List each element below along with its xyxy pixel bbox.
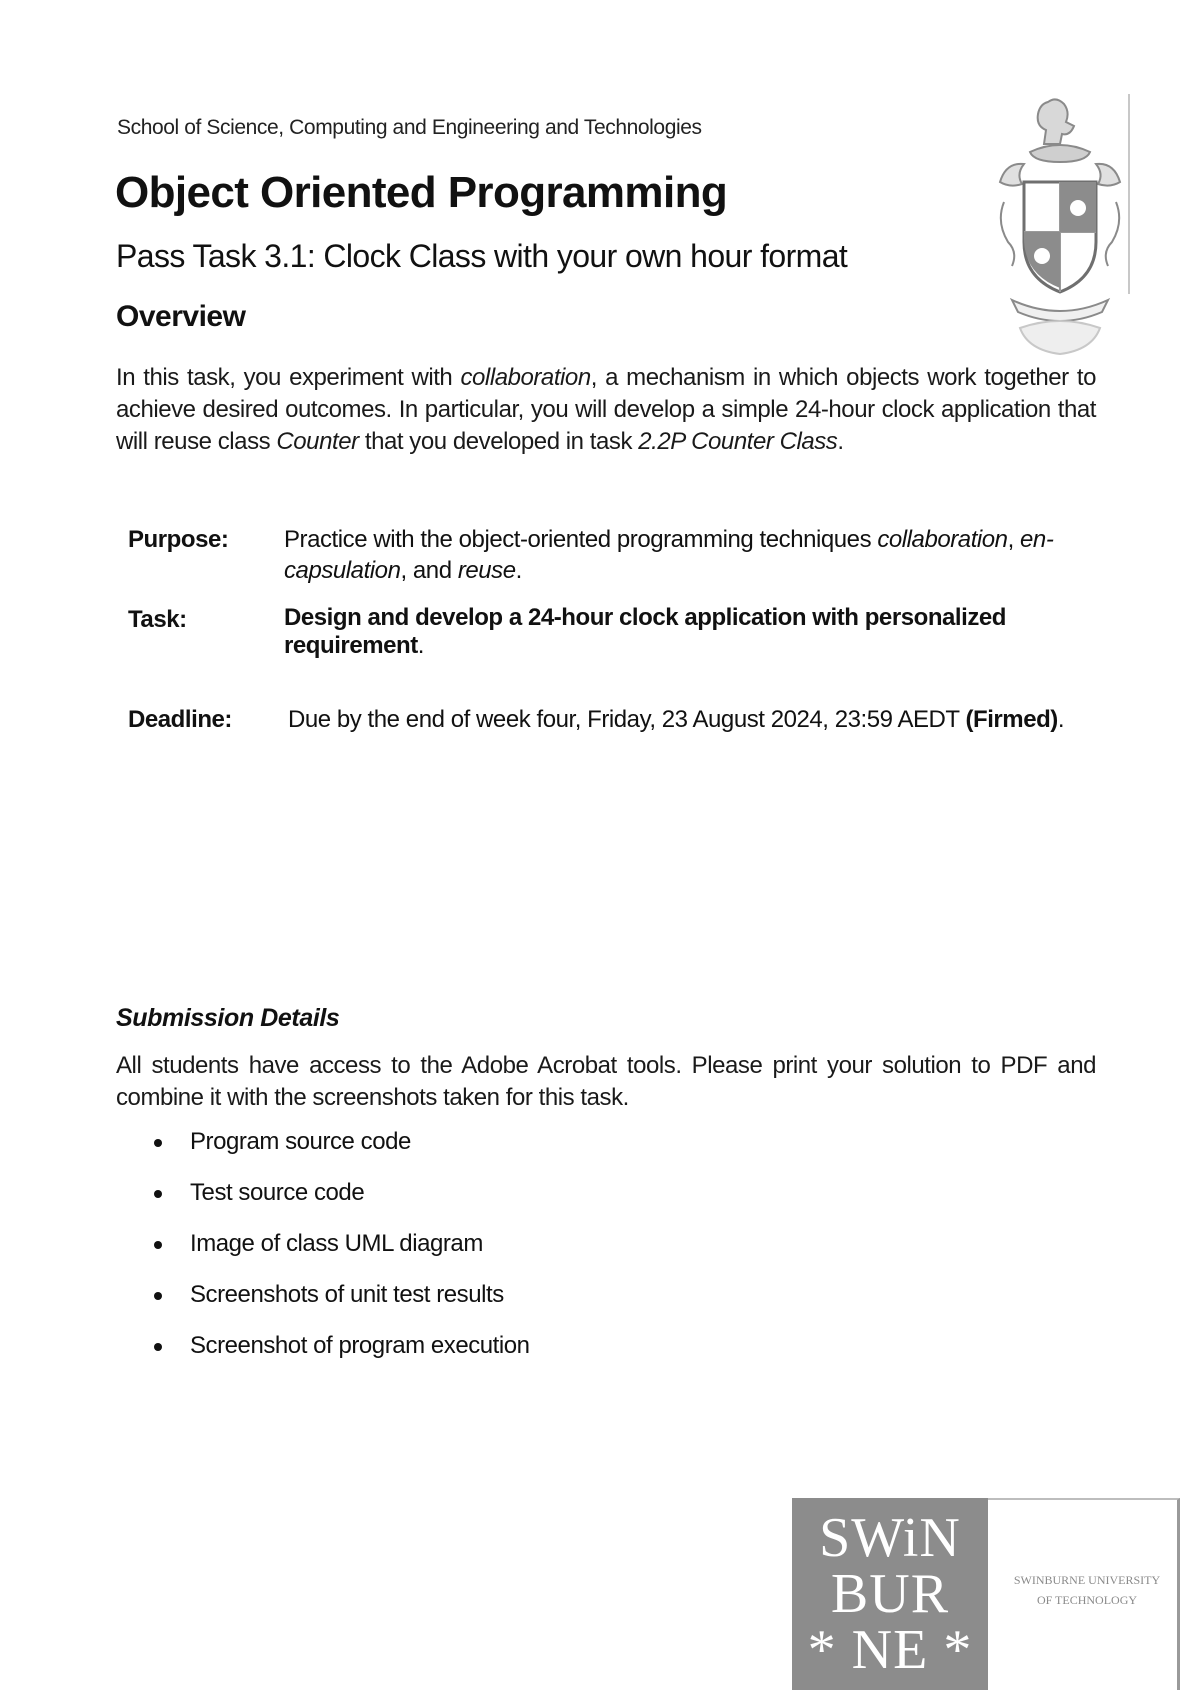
swinburne-logo [792,1498,1182,1690]
purpose-label: Purpose: [128,526,229,553]
bullet-icon [154,1292,162,1300]
logo-word-2: BUR [830,1563,950,1625]
school-name: School of Science, Computing and Engineering and Technologies [117,116,702,139]
task-value: Design and develop a 24-hour clock application with personalized requirement. [284,604,1007,659]
bullet-icon [154,1190,162,1198]
task-title: Pass Task 3.1: Clock Class with your own hour format [116,238,848,274]
deadline-value: Due by the end of week four, Friday, 23 August 2024, 23:59 AEDT (Firmed). [288,706,1065,733]
list-item: Image of class UML diagram [150,1230,530,1281]
task-label: Task: [128,606,187,633]
overview-paragraph: In this task, you experiment with collaboration, a mechanism in which objects work together to achieve desired outcomes. In particular, you will develop a simple 24-hour clock application that will reuse class Counter that you developed in task 2.2P Counter Class. [116,364,1096,455]
bullet-icon [154,1139,162,1147]
list-item: Screenshots of unit test results [150,1281,530,1332]
overview-heading: Overview [116,300,246,333]
logo-university-name: SWINBURNE UNIVERSITY OF TECHNOLOGY [1013,1573,1161,1607]
deadline-label: Deadline: [128,706,232,733]
logo-mark [792,1498,988,1690]
course-title: Object Oriented Programming [115,168,728,217]
bullet-icon [154,1343,162,1351]
logo-word-3: * NE * [807,1619,973,1681]
submission-heading: Submission Details [116,1004,340,1032]
logo-word-1: SWiN [819,1507,961,1569]
submission-paragraph: All students have access to the Adobe Acrobat tools. Please print your solution to PDF and combine it with the screenshots taken for this task. [116,1052,1096,1111]
list-item: Test source code [150,1179,530,1230]
list-item: Screenshot of program execution [150,1332,530,1383]
bullet-icon [154,1241,162,1249]
purpose-value: Practice with the object-oriented programming techniques collaboration, en-capsulation, and reuse. [284,526,1054,584]
university-crest-icon [990,92,1130,362]
list-item: Program source code [150,1128,530,1179]
deliverables-list [150,1128,530,1383]
